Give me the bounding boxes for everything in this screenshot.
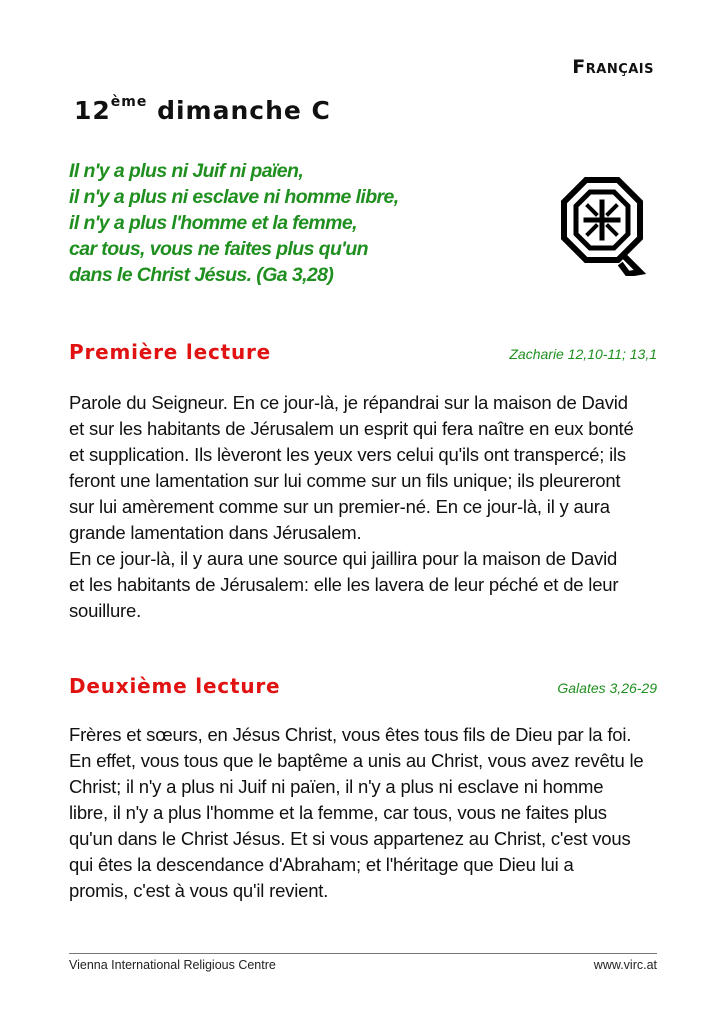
motto-line: il n'y a plus l'homme et la femme, <box>69 212 357 234</box>
second-reading-text <box>69 722 669 904</box>
footer-website-link[interactable]: www.virc.at <box>593 958 657 972</box>
first-reading-title: Première lecture <box>69 340 272 364</box>
virc-logo-icon <box>560 176 646 276</box>
first-reading-reference: Zacharie 12,10-11; 13,1 <box>509 346 657 362</box>
second-reading-reference: Galates 3,26-29 <box>557 680 657 696</box>
reading-line: qu'un dans le Christ Jésus. Et si vous appartenez au Christ, c'est vous <box>69 828 631 849</box>
reading-line: promis, c'est à vous qu'il revient. <box>69 880 329 901</box>
first-reading-header <box>69 340 657 370</box>
reading-line: Frères et sœurs, en Jésus Christ, vous êtes tous fils de Dieu par la foi. <box>69 724 632 745</box>
reading-line: grande lamentation dans Jérusalem. <box>69 522 362 543</box>
second-reading-title: Deuxième lecture <box>69 674 281 698</box>
reading-line: et les habitants de Jérusalem: elle les lavera de leur péché et de leur <box>69 574 619 595</box>
reading-line: En ce jour-là, il y aura une source qui jaillira pour la maison de David <box>69 548 618 569</box>
title-superscript: ème <box>110 93 148 110</box>
reading-line: et sur les habitants de Jérusalem un esprit qui fera naître en eux bonté <box>69 418 634 439</box>
reading-line: feront une lamentation sur lui comme sur un fils unique; ils pleureront <box>69 470 621 491</box>
footer-organization: Vienna International Religious Centre <box>69 958 276 972</box>
footer-divider <box>69 953 657 954</box>
motto-quote <box>69 158 399 288</box>
reading-line: En effet, vous tous que le baptême a unis au Christ, vous avez revêtu le <box>69 750 644 771</box>
reading-line: libre, il n'y a plus l'homme et la femme, car tous, vous ne faites plus <box>69 802 607 823</box>
title-rest: dimanche C <box>147 96 331 125</box>
second-reading-header <box>69 674 657 704</box>
reading-line: souillure. <box>69 600 142 621</box>
motto-line: Il n'y a plus ni Juif ni païen, <box>69 160 304 182</box>
first-reading-text <box>69 390 669 624</box>
reading-line: Christ; il n'y a plus ni Juif ni païen, il n'y a plus ni esclave ni homme <box>69 776 604 797</box>
reading-line: et supplication. Ils lèveront les yeux vers celui qu'ils ont transpercé; ils <box>69 444 626 465</box>
language-label: Français <box>572 56 654 78</box>
reading-line: qui êtes la descendance d'Abraham; et l'héritage que Dieu lui a <box>69 854 574 875</box>
page-title <box>74 93 331 125</box>
reading-line: sur lui amèrement comme sur un premier-né. En ce jour-là, il y aura <box>69 496 610 517</box>
motto-line: car tous, vous ne faites plus qu'un <box>69 238 368 260</box>
title-number: 12 <box>74 96 111 125</box>
reading-line: Parole du Seigneur. En ce jour-là, je répandrai sur la maison de David <box>69 392 628 413</box>
motto-line: il n'y a plus ni esclave ni homme libre, <box>69 186 399 208</box>
motto-line: dans le Christ Jésus. (Ga 3,28) <box>69 264 334 286</box>
